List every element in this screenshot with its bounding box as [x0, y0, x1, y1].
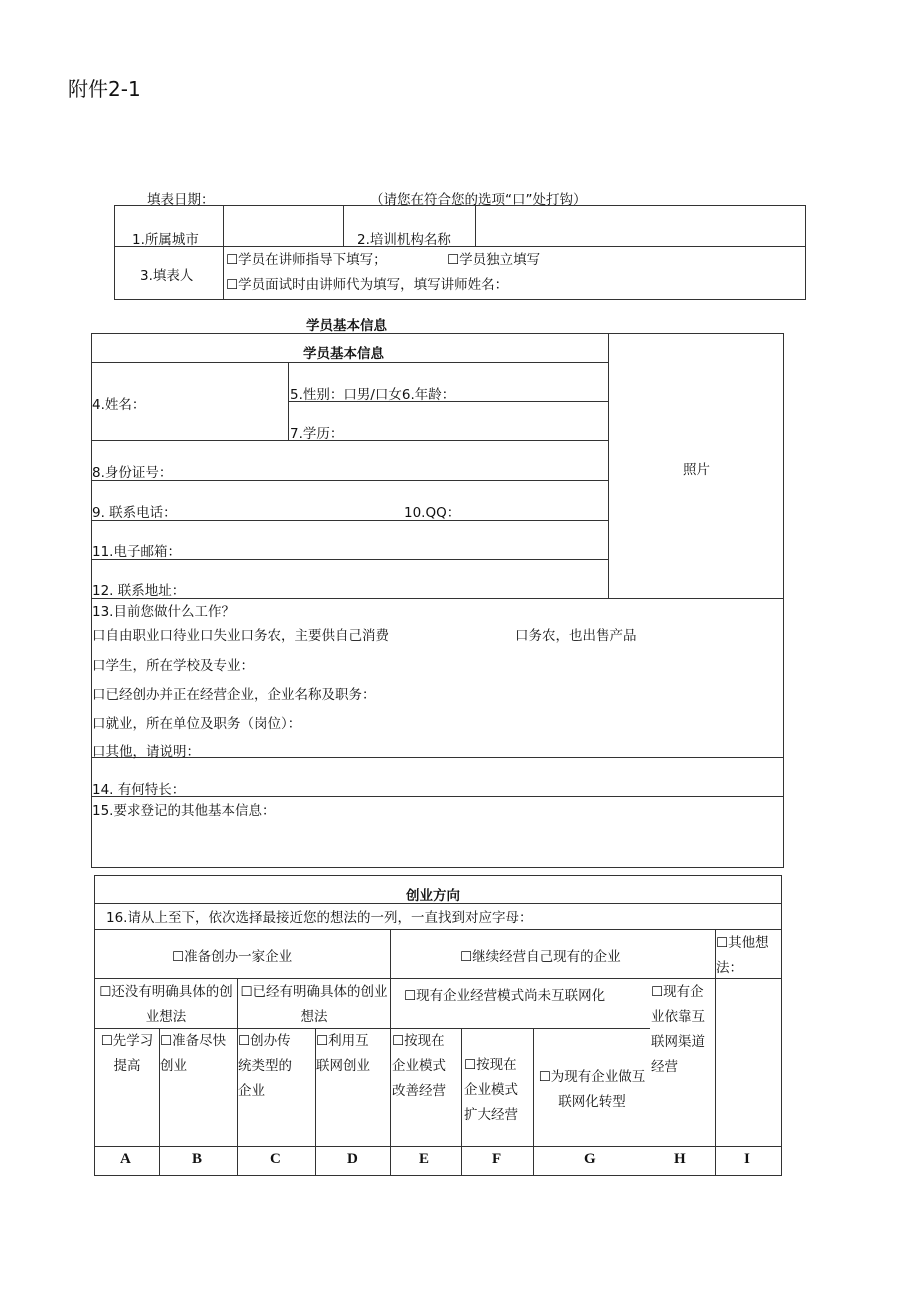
- q13-option[interactable]: 口学生，所在学校及专业：: [92, 658, 254, 674]
- address-label[interactable]: 12. 联系地址：: [92, 583, 186, 599]
- sex-age-label[interactable]: 5.性别：口男/口女6.年龄：: [290, 387, 456, 403]
- direction-title: 创业方向: [406, 888, 460, 904]
- option-a[interactable]: ☐先学习提高: [100, 1033, 154, 1074]
- letter-h: H: [674, 1151, 686, 1167]
- option-other[interactable]: ☐其他想法：: [716, 935, 769, 976]
- option-continue-business[interactable]: ☐继续经营自己现有的企业: [460, 949, 621, 965]
- org-label: 2.培训机构名称: [357, 232, 451, 248]
- option-b[interactable]: ☐准备尽快创业: [160, 1033, 227, 1074]
- option-start-business[interactable]: ☐准备创办一家企业: [172, 949, 293, 965]
- letter-b: B: [192, 1151, 203, 1167]
- option-c[interactable]: ☐创办传统类型的企业: [238, 1033, 292, 1099]
- phone-label[interactable]: 9. 联系电话：: [92, 505, 177, 521]
- q16-label: 16.请从上至下，依次选择最接近您的想法的一列，一直找到对应字母：: [106, 910, 533, 926]
- letter-e: E: [419, 1151, 430, 1167]
- divider: [94, 929, 782, 930]
- section-title: 学员基本信息: [306, 318, 387, 334]
- divider: [343, 205, 344, 246]
- option-f[interactable]: ☐按现在企业模式扩大经营: [464, 1057, 518, 1123]
- id-label[interactable]: 8.身份证号：: [92, 465, 173, 481]
- letter-c: C: [270, 1151, 281, 1167]
- divider: [91, 598, 784, 599]
- option-no-idea[interactable]: ☐还没有明确具体的创业想法: [99, 984, 233, 1025]
- option-has-idea[interactable]: ☐已经有明确具体的创业想法: [240, 984, 388, 1025]
- letter-g: G: [584, 1151, 596, 1167]
- table-header: 学员基本信息: [303, 346, 384, 362]
- option-guided[interactable]: ☐学员在讲师指导下填写；: [226, 252, 387, 268]
- qq-label[interactable]: 10.QQ：: [404, 505, 461, 521]
- education-label[interactable]: 7.学历：: [290, 426, 344, 442]
- option-e[interactable]: ☐按现在企业模式改善经营: [392, 1033, 446, 1099]
- city-field[interactable]: [224, 206, 342, 245]
- filler-label: 3.填表人: [140, 268, 194, 284]
- q13-label: 13.目前您做什么工作？: [92, 604, 235, 620]
- divider: [533, 1028, 534, 1176]
- letter-a: A: [120, 1151, 131, 1167]
- option-d[interactable]: ☐利用互联网创业: [316, 1033, 370, 1074]
- divider: [94, 978, 782, 979]
- letter-i: I: [744, 1151, 750, 1167]
- divider: [91, 362, 608, 363]
- divider: [461, 1028, 462, 1176]
- option-not-online[interactable]: ☐现有企业经营模式尚未互联网化: [404, 988, 606, 1004]
- q13-option[interactable]: 口务农，也出售产品: [515, 628, 637, 644]
- option-interview[interactable]: ☐学员面试时由讲师代为填写，填写讲师姓名：: [226, 277, 509, 293]
- city-label: 1.所属城市: [132, 232, 199, 248]
- instruction: （请您在符合您的选项“口”处打钩）: [370, 192, 587, 208]
- letter-f: F: [492, 1151, 502, 1167]
- name-label[interactable]: 4.姓名：: [92, 397, 146, 413]
- q14-label[interactable]: 14. 有何特长：: [92, 782, 186, 798]
- option-g[interactable]: ☐为现有企业做互联网化转型: [538, 1069, 646, 1110]
- divider: [91, 796, 784, 797]
- q15-label[interactable]: 15.要求登记的其他基本信息：: [92, 803, 276, 819]
- email-label[interactable]: 11.电子邮箱：: [92, 544, 181, 560]
- attachment-label: 附件2-1: [68, 77, 141, 101]
- q13-option[interactable]: 口自由职业口待业口失业口务农，主要供自己消费: [92, 628, 389, 644]
- q13-option[interactable]: 口其他，请说明：: [92, 744, 200, 760]
- divider: [94, 1146, 782, 1147]
- divider: [114, 246, 806, 247]
- org-field[interactable]: [476, 206, 804, 245]
- option-independent[interactable]: ☐学员独立填写: [447, 252, 541, 268]
- divider: [608, 333, 609, 599]
- date-label: 填表日期：: [147, 192, 215, 208]
- q13-option[interactable]: 口已经创办并正在经营企业，企业名称及职务：: [92, 687, 376, 703]
- option-online[interactable]: ☐现有企业依靠互联网渠道经营: [651, 984, 705, 1075]
- divider: [390, 929, 391, 1176]
- photo-placeholder[interactable]: 照片: [683, 462, 710, 478]
- letter-d: D: [347, 1151, 358, 1167]
- q13-option[interactable]: 口就业，所在单位及职务（岗位）：: [92, 716, 302, 732]
- divider: [91, 440, 608, 441]
